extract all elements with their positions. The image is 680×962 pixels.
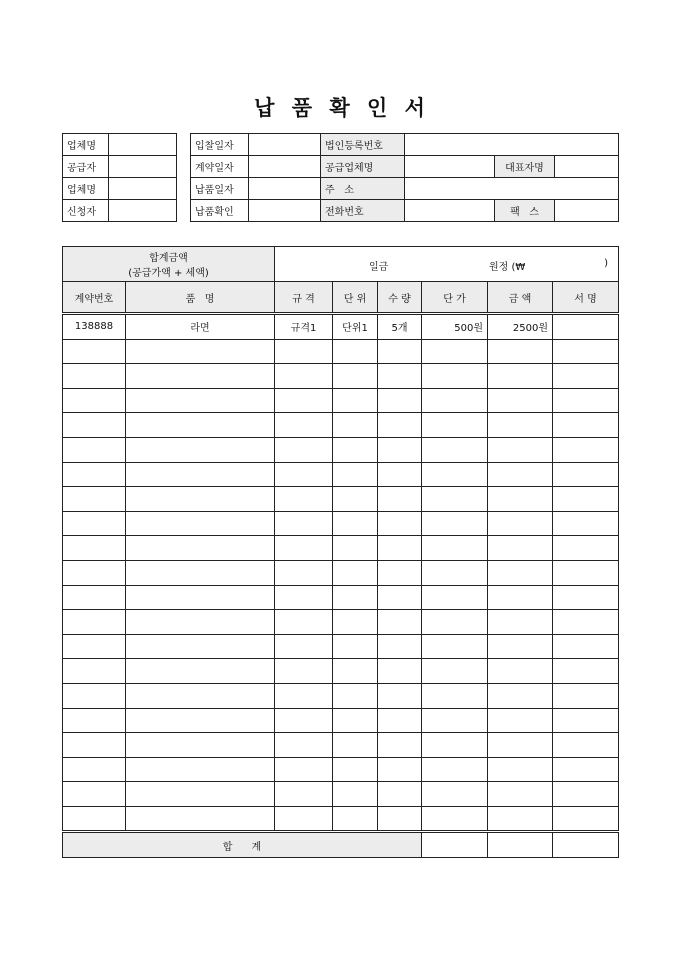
info-value[interactable]	[109, 156, 177, 178]
cell-price[interactable]	[422, 511, 488, 536]
cell-amount[interactable]	[488, 585, 553, 610]
close-paren: )	[604, 258, 609, 269]
cell-contract[interactable]	[63, 511, 126, 536]
info-value[interactable]	[109, 200, 177, 222]
cell-amount[interactable]	[488, 487, 553, 512]
cell-qty[interactable]	[378, 511, 422, 536]
cell-spec[interactable]	[275, 487, 333, 512]
cell-amount[interactable]	[488, 511, 553, 536]
cell-unit[interactable]	[333, 437, 378, 462]
cell-item[interactable]	[126, 708, 275, 733]
total-price[interactable]	[422, 832, 488, 858]
cell-unit[interactable]	[333, 388, 378, 413]
cell-price[interactable]	[422, 683, 488, 708]
cell-item[interactable]	[126, 413, 275, 438]
cell-sign[interactable]	[553, 560, 619, 585]
cell-item[interactable]	[126, 339, 275, 364]
cell-unit[interactable]	[333, 364, 378, 389]
cell-amount[interactable]	[488, 659, 553, 684]
cell-qty[interactable]: 5개	[378, 314, 422, 340]
cell-sign[interactable]	[553, 388, 619, 413]
cell-amount[interactable]	[488, 708, 553, 733]
cell-item[interactable]	[126, 487, 275, 512]
cell-price[interactable]	[422, 462, 488, 487]
col-header-qty: 수 량	[378, 282, 422, 314]
total-label-text: 합 계	[222, 841, 262, 853]
cell-qty[interactable]	[378, 683, 422, 708]
cell-price[interactable]	[422, 437, 488, 462]
info-value[interactable]	[555, 156, 619, 178]
table-row	[63, 437, 619, 462]
cell-item[interactable]	[126, 782, 275, 807]
fax-label: 팩 스	[510, 207, 539, 218]
cell-item[interactable]	[126, 437, 275, 462]
cell-sign[interactable]	[553, 585, 619, 610]
cell-item[interactable]	[126, 806, 275, 832]
table-row	[63, 413, 619, 438]
cell-sign[interactable]	[553, 610, 619, 635]
cell-contract[interactable]: 138888	[63, 314, 126, 340]
cell-item[interactable]	[126, 536, 275, 561]
cell-spec[interactable]	[275, 388, 333, 413]
title-char: 품	[291, 96, 314, 120]
table-row	[63, 659, 619, 684]
cell-unit[interactable]	[333, 339, 378, 364]
table-row	[63, 462, 619, 487]
cell-price[interactable]	[422, 708, 488, 733]
cell-price[interactable]	[422, 634, 488, 659]
cell-spec[interactable]	[275, 757, 333, 782]
info-value[interactable]	[405, 134, 619, 156]
info-value[interactable]	[405, 156, 495, 178]
info-label: 납품일자	[191, 178, 249, 200]
cell-unit[interactable]	[333, 634, 378, 659]
cell-sign[interactable]	[553, 806, 619, 832]
cell-amount[interactable]	[488, 782, 553, 807]
cell-spec[interactable]	[275, 683, 333, 708]
cell-sign[interactable]	[553, 314, 619, 340]
info-label: 공급자	[63, 156, 109, 178]
total-row	[63, 832, 619, 858]
cell-item[interactable]	[126, 659, 275, 684]
total-sign[interactable]	[553, 832, 619, 858]
cell-qty[interactable]	[378, 364, 422, 389]
cell-contract[interactable]	[63, 437, 126, 462]
cell-spec[interactable]	[275, 782, 333, 807]
cell-amount[interactable]	[488, 364, 553, 389]
cell-amount[interactable]	[488, 437, 553, 462]
cell-item[interactable]	[126, 560, 275, 585]
total-amount[interactable]	[488, 832, 553, 858]
cell-sign[interactable]	[553, 683, 619, 708]
cell-contract[interactable]	[63, 364, 126, 389]
table-row	[63, 610, 619, 635]
title-char: 인	[366, 96, 389, 120]
cell-amount[interactable]	[488, 560, 553, 585]
cell-qty[interactable]	[378, 782, 422, 807]
col-header-amount: 금 액	[488, 282, 553, 314]
info-value[interactable]	[109, 134, 177, 156]
cell-contract[interactable]	[63, 487, 126, 512]
cell-sign[interactable]	[553, 536, 619, 561]
cell-contract[interactable]	[63, 733, 126, 758]
applicant-info-table	[62, 133, 177, 222]
table-row	[63, 733, 619, 758]
cell-unit[interactable]	[333, 487, 378, 512]
cell-qty[interactable]	[378, 560, 422, 585]
total-amount-label-line1: 합계금액	[149, 253, 188, 264]
total-amount-label	[63, 247, 275, 282]
cell-sign[interactable]	[553, 487, 619, 512]
won-text: 원정 (₩	[489, 262, 526, 273]
cell-sign[interactable]	[553, 757, 619, 782]
cell-unit[interactable]	[333, 610, 378, 635]
cell-item[interactable]	[126, 610, 275, 635]
cell-spec[interactable]	[275, 437, 333, 462]
title-char: 납	[254, 96, 276, 120]
cell-price[interactable]	[422, 487, 488, 512]
address-label: 주 소	[325, 185, 354, 196]
cell-contract[interactable]	[63, 806, 126, 832]
table-row	[63, 536, 619, 561]
info-value[interactable]	[249, 156, 321, 178]
cell-spec[interactable]	[275, 659, 333, 684]
cell-spec[interactable]: 규격1	[275, 314, 333, 340]
total-amount-label-line2: (공급가액 + 세액)	[128, 268, 209, 279]
cell-item[interactable]	[126, 733, 275, 758]
cell-spec[interactable]	[275, 339, 333, 364]
cell-price[interactable]	[422, 782, 488, 807]
table-row	[63, 757, 619, 782]
table-row	[63, 560, 619, 585]
cell-qty[interactable]	[378, 659, 422, 684]
cell-sign[interactable]	[553, 339, 619, 364]
cell-qty[interactable]	[378, 388, 422, 413]
info-value[interactable]	[249, 134, 321, 156]
col-header-unit: 단 위	[333, 282, 378, 314]
info-label: 공급업체명	[321, 156, 405, 178]
cell-qty[interactable]	[378, 806, 422, 832]
info-label: 전화번호	[321, 200, 405, 222]
cell-contract[interactable]	[63, 757, 126, 782]
info-label	[321, 178, 405, 200]
cell-unit[interactable]	[333, 462, 378, 487]
cell-amount[interactable]	[488, 806, 553, 832]
cell-contract[interactable]	[63, 388, 126, 413]
cell-amount[interactable]	[488, 683, 553, 708]
cell-spec[interactable]	[275, 560, 333, 585]
cell-unit[interactable]	[333, 806, 378, 832]
table-row	[63, 339, 619, 364]
title-char: 확	[329, 96, 351, 120]
cell-qty[interactable]	[378, 610, 422, 635]
document-title	[0, 92, 680, 122]
cell-qty[interactable]	[378, 536, 422, 561]
table-row	[63, 634, 619, 659]
cell-spec[interactable]	[275, 733, 333, 758]
table-row	[63, 683, 619, 708]
cell-sign[interactable]	[553, 634, 619, 659]
cell-sign[interactable]	[553, 462, 619, 487]
cell-contract[interactable]	[63, 339, 126, 364]
cell-sign[interactable]	[553, 659, 619, 684]
cell-price[interactable]	[422, 757, 488, 782]
cell-price[interactable]: 500원	[422, 314, 488, 340]
cell-price[interactable]	[422, 610, 488, 635]
cell-contract[interactable]	[63, 560, 126, 585]
cell-qty[interactable]	[378, 634, 422, 659]
cell-qty[interactable]	[378, 339, 422, 364]
cell-unit[interactable]	[333, 683, 378, 708]
cell-amount[interactable]: 2500원	[488, 314, 553, 340]
cell-item[interactable]	[126, 388, 275, 413]
cell-price[interactable]	[422, 388, 488, 413]
info-value[interactable]	[249, 200, 321, 222]
col-header-spec: 규 격	[275, 282, 333, 314]
cell-sign[interactable]	[553, 733, 619, 758]
cell-item[interactable]	[126, 683, 275, 708]
cell-unit[interactable]	[333, 708, 378, 733]
cell-item[interactable]	[126, 585, 275, 610]
cell-price[interactable]	[422, 364, 488, 389]
info-value[interactable]	[109, 178, 177, 200]
cell-unit[interactable]	[333, 511, 378, 536]
cell-qty[interactable]	[378, 757, 422, 782]
items-table	[62, 246, 619, 858]
cell-spec[interactable]	[275, 536, 333, 561]
cell-contract[interactable]	[63, 782, 126, 807]
col-header-contract: 계약번호	[63, 282, 126, 314]
cell-amount[interactable]	[488, 757, 553, 782]
info-value[interactable]	[405, 200, 495, 222]
cell-contract[interactable]	[63, 659, 126, 684]
info-label	[495, 200, 555, 222]
total-label	[63, 832, 422, 858]
table-row	[63, 388, 619, 413]
cell-contract[interactable]	[63, 413, 126, 438]
cell-price[interactable]	[422, 560, 488, 585]
cell-unit[interactable]	[333, 782, 378, 807]
cell-sign[interactable]	[553, 364, 619, 389]
cell-sign[interactable]	[553, 782, 619, 807]
info-value[interactable]	[405, 178, 619, 200]
cell-spec[interactable]	[275, 634, 333, 659]
info-label: 업체명	[63, 134, 109, 156]
cell-qty[interactable]	[378, 413, 422, 438]
title-char: 서	[404, 96, 426, 120]
info-value[interactable]	[249, 178, 321, 200]
cell-contract[interactable]	[63, 708, 126, 733]
total-amount-value[interactable]	[275, 247, 619, 282]
cell-unit[interactable]	[333, 733, 378, 758]
table-row	[63, 314, 619, 340]
cell-sign[interactable]	[553, 413, 619, 438]
cell-qty[interactable]	[378, 708, 422, 733]
cell-unit[interactable]	[333, 536, 378, 561]
cell-qty[interactable]	[378, 487, 422, 512]
cell-price[interactable]	[422, 536, 488, 561]
cell-unit[interactable]	[333, 560, 378, 585]
cell-amount[interactable]	[488, 388, 553, 413]
cell-qty[interactable]	[378, 733, 422, 758]
cell-price[interactable]	[422, 339, 488, 364]
cell-contract[interactable]	[63, 536, 126, 561]
cell-contract[interactable]	[63, 634, 126, 659]
cell-amount[interactable]	[488, 610, 553, 635]
table-row	[63, 585, 619, 610]
col-header-item-label: 품 명	[185, 293, 215, 305]
cell-price[interactable]	[422, 659, 488, 684]
info-label: 납품확인	[191, 200, 249, 222]
cell-unit[interactable]	[333, 413, 378, 438]
cell-unit[interactable]	[333, 757, 378, 782]
col-header-item	[126, 282, 275, 314]
cell-spec[interactable]	[275, 610, 333, 635]
cell-price[interactable]	[422, 733, 488, 758]
table-row	[63, 364, 619, 389]
table-row	[63, 806, 619, 832]
cell-spec[interactable]	[275, 364, 333, 389]
table-row	[63, 487, 619, 512]
cell-spec[interactable]	[275, 413, 333, 438]
cell-qty[interactable]	[378, 462, 422, 487]
cell-spec[interactable]	[275, 708, 333, 733]
cell-qty[interactable]	[378, 437, 422, 462]
info-label: 법인등록번호	[321, 134, 405, 156]
cell-amount[interactable]	[488, 462, 553, 487]
cell-unit[interactable]	[333, 585, 378, 610]
cell-amount[interactable]	[488, 413, 553, 438]
cell-price[interactable]	[422, 413, 488, 438]
col-header-price: 단 가	[422, 282, 488, 314]
cell-item[interactable]	[126, 634, 275, 659]
cell-unit[interactable]	[333, 659, 378, 684]
cell-item[interactable]	[126, 462, 275, 487]
cell-sign[interactable]	[553, 437, 619, 462]
cell-amount[interactable]	[488, 339, 553, 364]
cell-contract[interactable]	[63, 610, 126, 635]
cell-unit[interactable]: 단위1	[333, 314, 378, 340]
cell-sign[interactable]	[553, 708, 619, 733]
cell-item[interactable]	[126, 511, 275, 536]
cell-item[interactable]	[126, 757, 275, 782]
cell-spec[interactable]	[275, 462, 333, 487]
info-label: 업체명	[63, 178, 109, 200]
cell-amount[interactable]	[488, 536, 553, 561]
supplier-info-table	[190, 133, 619, 222]
cell-amount[interactable]	[488, 634, 553, 659]
currency-text: 일금	[369, 262, 389, 273]
cell-spec[interactable]	[275, 511, 333, 536]
cell-contract[interactable]	[63, 585, 126, 610]
cell-price[interactable]	[422, 806, 488, 832]
cell-contract[interactable]	[63, 462, 126, 487]
col-header-sign: 서 명	[553, 282, 619, 314]
cell-sign[interactable]	[553, 511, 619, 536]
cell-item[interactable]: 라면	[126, 314, 275, 340]
cell-amount[interactable]	[488, 733, 553, 758]
cell-item[interactable]	[126, 364, 275, 389]
cell-qty[interactable]	[378, 585, 422, 610]
info-label: 대표자명	[495, 156, 555, 178]
info-label: 신청자	[63, 200, 109, 222]
cell-spec[interactable]	[275, 585, 333, 610]
cell-contract[interactable]	[63, 683, 126, 708]
cell-spec[interactable]	[275, 806, 333, 832]
info-label: 계약일자	[191, 156, 249, 178]
table-row	[63, 511, 619, 536]
cell-price[interactable]	[422, 585, 488, 610]
table-row	[63, 708, 619, 733]
info-label: 입찰일자	[191, 134, 249, 156]
info-value[interactable]	[555, 200, 619, 222]
table-row	[63, 782, 619, 807]
